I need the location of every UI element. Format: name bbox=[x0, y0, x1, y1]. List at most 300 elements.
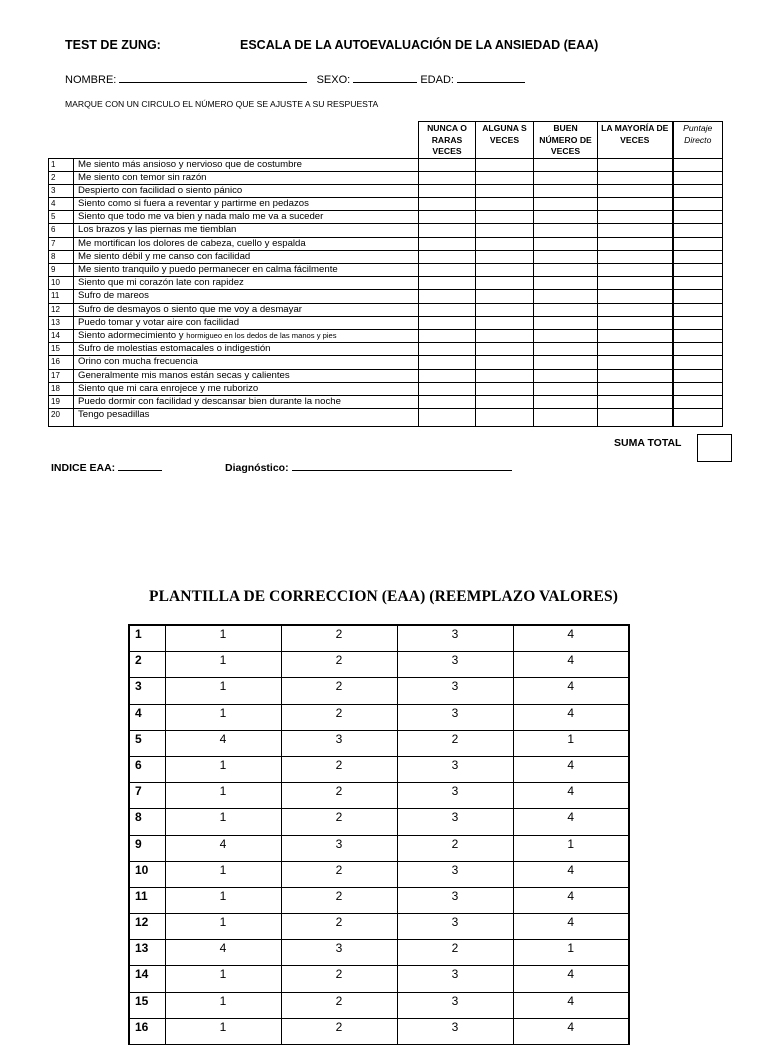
table-row bbox=[129, 966, 629, 992]
answer-cell[interactable] bbox=[419, 395, 476, 408]
item-text-cell bbox=[74, 382, 419, 395]
puntaje-cell[interactable] bbox=[673, 382, 723, 395]
item-number: 13 bbox=[129, 940, 165, 966]
table-row bbox=[49, 395, 723, 408]
puntaje-cell[interactable] bbox=[673, 395, 723, 408]
table-row bbox=[49, 198, 723, 211]
answer-cell[interactable] bbox=[476, 250, 534, 263]
item-text: Me mortifican los dolores de cabeza, cuello y espalda bbox=[78, 237, 306, 249]
answer-cell[interactable] bbox=[598, 290, 673, 303]
table-row bbox=[49, 356, 723, 369]
score-value: 2 bbox=[281, 809, 397, 835]
score-value: 3 bbox=[397, 678, 513, 704]
score-value: 3 bbox=[397, 992, 513, 1018]
answer-cell[interactable] bbox=[598, 409, 673, 427]
score-value: 2 bbox=[397, 940, 513, 966]
item-number: 17 bbox=[49, 369, 74, 382]
answer-cell[interactable] bbox=[419, 277, 476, 290]
answer-cell[interactable] bbox=[534, 369, 598, 382]
table-row bbox=[49, 224, 723, 237]
score-value: 3 bbox=[397, 887, 513, 913]
score-value: 4 bbox=[513, 914, 629, 940]
item-text-cell bbox=[74, 224, 419, 237]
table-row bbox=[49, 369, 723, 382]
score-value: 1 bbox=[165, 809, 281, 835]
puntaje-cell[interactable] bbox=[673, 264, 723, 277]
score-value: 1 bbox=[513, 835, 629, 861]
table-row bbox=[49, 184, 723, 197]
answer-cell[interactable] bbox=[534, 343, 598, 356]
score-value: 2 bbox=[281, 625, 397, 652]
item-text-cell bbox=[74, 290, 419, 303]
score-value: 3 bbox=[397, 625, 513, 652]
nombre-field[interactable] bbox=[119, 73, 307, 83]
item-number: 2 bbox=[129, 652, 165, 678]
table-row bbox=[129, 652, 629, 678]
score-value: 4 bbox=[513, 704, 629, 730]
answer-cell[interactable] bbox=[419, 356, 476, 369]
table-row bbox=[129, 992, 629, 1018]
score-value: 3 bbox=[397, 966, 513, 992]
score-value: 2 bbox=[281, 914, 397, 940]
score-value: 3 bbox=[281, 940, 397, 966]
score-value: 4 bbox=[513, 783, 629, 809]
answer-cell[interactable] bbox=[598, 316, 673, 329]
answer-cell[interactable] bbox=[534, 237, 598, 250]
answer-cell[interactable] bbox=[598, 277, 673, 290]
score-value: 2 bbox=[281, 652, 397, 678]
item-text: Siento adormecimiento y bbox=[78, 329, 187, 341]
item-number: 7 bbox=[129, 783, 165, 809]
item-text-cell bbox=[74, 264, 419, 277]
item-number: 10 bbox=[49, 277, 74, 290]
item-number: 12 bbox=[49, 303, 74, 316]
diagnostico-field[interactable] bbox=[292, 461, 512, 471]
answer-cell[interactable] bbox=[419, 198, 476, 211]
answer-cell[interactable] bbox=[419, 184, 476, 197]
answer-cell[interactable] bbox=[534, 184, 598, 197]
personal-fields bbox=[65, 73, 525, 86]
puntaje-cell[interactable] bbox=[673, 184, 723, 197]
item-number: 9 bbox=[129, 835, 165, 861]
item-number: 11 bbox=[129, 887, 165, 913]
plantilla-title: PLANTILLA DE CORRECCION (EAA) (REEMPLAZO VALORES) bbox=[149, 588, 618, 605]
answer-cell[interactable] bbox=[598, 184, 673, 197]
answer-cell[interactable] bbox=[476, 329, 534, 342]
indice-label: INDICE EAA: bbox=[51, 462, 116, 474]
score-value: 4 bbox=[513, 966, 629, 992]
score-value: 4 bbox=[513, 756, 629, 782]
item-text-cell bbox=[74, 343, 419, 356]
score-value: 1 bbox=[513, 730, 629, 756]
answer-cell[interactable] bbox=[598, 224, 673, 237]
score-value: 4 bbox=[513, 652, 629, 678]
answer-cell[interactable] bbox=[476, 356, 534, 369]
answer-cell[interactable] bbox=[476, 290, 534, 303]
table-row bbox=[129, 625, 629, 652]
answer-cell[interactable] bbox=[476, 277, 534, 290]
sexo-field[interactable] bbox=[353, 73, 417, 83]
item-number: 1 bbox=[49, 158, 74, 171]
score-value: 2 bbox=[281, 678, 397, 704]
score-value: 2 bbox=[281, 756, 397, 782]
column-header: BUEN NÚMERO DE VECES bbox=[534, 122, 598, 159]
score-value: 2 bbox=[281, 887, 397, 913]
item-number: 20 bbox=[49, 409, 74, 427]
item-number: 1 bbox=[129, 625, 165, 652]
table-row bbox=[49, 409, 723, 427]
answer-cell[interactable] bbox=[534, 290, 598, 303]
answer-cell[interactable] bbox=[534, 277, 598, 290]
answer-cell[interactable] bbox=[598, 356, 673, 369]
table-row bbox=[49, 329, 723, 342]
score-value: 4 bbox=[513, 678, 629, 704]
score-value: 2 bbox=[281, 783, 397, 809]
score-value: 4 bbox=[165, 730, 281, 756]
column-header: NUNCA O RARAS VECES bbox=[419, 122, 476, 159]
score-value: 3 bbox=[397, 783, 513, 809]
answer-cell[interactable] bbox=[598, 158, 673, 171]
item-text-cell bbox=[74, 158, 419, 171]
table-row bbox=[129, 887, 629, 913]
item-number: 5 bbox=[49, 211, 74, 224]
answer-cell[interactable] bbox=[534, 303, 598, 316]
item-text-cell bbox=[74, 277, 419, 290]
table-row bbox=[49, 303, 723, 316]
score-value: 3 bbox=[397, 704, 513, 730]
item-text-cell bbox=[74, 303, 419, 316]
item-text-cell bbox=[74, 211, 419, 224]
puntaje-cell[interactable] bbox=[673, 250, 723, 263]
score-value: 4 bbox=[513, 861, 629, 887]
answer-cell[interactable] bbox=[419, 316, 476, 329]
answer-cell[interactable] bbox=[534, 356, 598, 369]
item-number: 16 bbox=[49, 356, 74, 369]
item-text: Puedo dormir con facilidad y descansar bien durante la noche bbox=[78, 395, 341, 407]
table-row bbox=[49, 343, 723, 356]
edad-field[interactable] bbox=[457, 73, 525, 83]
score-value: 1 bbox=[165, 783, 281, 809]
score-value: 3 bbox=[397, 914, 513, 940]
column-header: Puntaje Directo bbox=[673, 122, 723, 159]
table-row bbox=[129, 678, 629, 704]
answer-cell[interactable] bbox=[534, 382, 598, 395]
item-text-cell bbox=[74, 329, 419, 342]
item-text: Orino con mucha frecuencia bbox=[78, 356, 198, 368]
answer-cell[interactable] bbox=[419, 211, 476, 224]
item-number: 16 bbox=[129, 1018, 165, 1044]
suma-total-label: SUMA TOTAL bbox=[614, 437, 682, 449]
score-value: 2 bbox=[281, 704, 397, 730]
score-value: 4 bbox=[165, 940, 281, 966]
score-value: 1 bbox=[165, 992, 281, 1018]
score-value: 1 bbox=[165, 1018, 281, 1044]
item-number: 4 bbox=[49, 198, 74, 211]
answer-cell[interactable] bbox=[534, 316, 598, 329]
correction-table bbox=[128, 624, 630, 1045]
sexo-label: SEXO: bbox=[316, 74, 351, 86]
table-row bbox=[49, 171, 723, 184]
item-number: 10 bbox=[129, 861, 165, 887]
table-row bbox=[49, 237, 723, 250]
score-value: 2 bbox=[281, 992, 397, 1018]
puntaje-cell[interactable] bbox=[673, 316, 723, 329]
answer-cell[interactable] bbox=[534, 158, 598, 171]
table-header-row bbox=[49, 122, 723, 159]
puntaje-cell[interactable] bbox=[673, 198, 723, 211]
puntaje-cell[interactable] bbox=[673, 158, 723, 171]
table-row bbox=[129, 730, 629, 756]
puntaje-cell[interactable] bbox=[673, 237, 723, 250]
answer-cell[interactable] bbox=[534, 395, 598, 408]
answer-cell[interactable] bbox=[476, 264, 534, 277]
item-number: 3 bbox=[49, 184, 74, 197]
item-number: 12 bbox=[129, 914, 165, 940]
item-number: 19 bbox=[49, 395, 74, 408]
score-value: 1 bbox=[165, 887, 281, 913]
answer-cell[interactable] bbox=[598, 250, 673, 263]
answer-cell[interactable] bbox=[419, 382, 476, 395]
item-text: Sufro de desmayos o siento que me voy a desmayar bbox=[78, 303, 302, 315]
answer-cell[interactable] bbox=[419, 329, 476, 342]
answer-cell[interactable] bbox=[476, 237, 534, 250]
answer-cell[interactable] bbox=[419, 237, 476, 250]
answer-cell[interactable] bbox=[598, 343, 673, 356]
item-text-small: hormigueo en los dedos de las manos y pies bbox=[186, 330, 337, 340]
answer-cell[interactable] bbox=[598, 382, 673, 395]
score-value: 3 bbox=[397, 756, 513, 782]
table-row bbox=[129, 809, 629, 835]
item-number: 7 bbox=[49, 237, 74, 250]
diagnostico bbox=[225, 461, 512, 474]
item-text: Tengo pesadillas bbox=[78, 409, 150, 421]
score-value: 4 bbox=[513, 887, 629, 913]
puntaje-cell[interactable] bbox=[673, 409, 723, 427]
answer-cell[interactable] bbox=[419, 250, 476, 263]
score-value: 2 bbox=[281, 1018, 397, 1044]
score-value: 1 bbox=[165, 652, 281, 678]
item-text: Siento que todo me va bien y nada malo me va a suceder bbox=[78, 211, 324, 223]
item-number: 8 bbox=[49, 250, 74, 263]
table-row bbox=[129, 1018, 629, 1044]
table-row bbox=[129, 704, 629, 730]
score-value: 1 bbox=[165, 625, 281, 652]
instructions: MARQUE CON UN CIRCULO EL NÚMERO QUE SE AJUSTE A SU RESPUESTA bbox=[65, 99, 379, 109]
item-text: Siento que mi corazón late con rapidez bbox=[78, 277, 244, 289]
item-text: Despierto con facilidad o siento pánico bbox=[78, 184, 243, 196]
score-value: 3 bbox=[397, 861, 513, 887]
item-number: 8 bbox=[129, 809, 165, 835]
item-text: Puedo tomar y votar aire con facilidad bbox=[78, 316, 240, 328]
answer-cell[interactable] bbox=[598, 198, 673, 211]
answer-cell[interactable] bbox=[476, 211, 534, 224]
answer-cell[interactable] bbox=[419, 158, 476, 171]
nombre-label: NOMBRE: bbox=[65, 74, 117, 86]
column-header: LA MAYORÍA DE VECES bbox=[598, 122, 673, 159]
item-text: Me siento tranquilo y puedo permanecer en calma fácilmente bbox=[78, 264, 338, 275]
answer-cell[interactable] bbox=[476, 198, 534, 211]
item-number: 5 bbox=[129, 730, 165, 756]
answer-cell[interactable] bbox=[476, 158, 534, 171]
puntaje-cell[interactable] bbox=[673, 343, 723, 356]
table-row bbox=[129, 756, 629, 782]
item-text-cell bbox=[74, 369, 419, 382]
table-row bbox=[129, 940, 629, 966]
table-row bbox=[49, 382, 723, 395]
item-text-cell bbox=[74, 316, 419, 329]
answer-cell[interactable] bbox=[598, 171, 673, 184]
item-text: Siento como si fuera a reventar y partirme en pedazos bbox=[78, 198, 309, 210]
item-text: Generalmente mis manos están secas y calientes bbox=[78, 369, 290, 381]
item-number: 14 bbox=[49, 329, 74, 342]
answer-cell[interactable] bbox=[419, 369, 476, 382]
answer-cell[interactable] bbox=[476, 184, 534, 197]
answer-cell[interactable] bbox=[598, 264, 673, 277]
answer-cell[interactable] bbox=[476, 369, 534, 382]
indice-field[interactable] bbox=[118, 461, 162, 471]
score-value: 3 bbox=[281, 730, 397, 756]
answer-cell[interactable] bbox=[598, 303, 673, 316]
diagnostico-label: Diagnóstico: bbox=[225, 462, 289, 474]
page-title: ESCALA DE LA AUTOEVALUACIÓN DE LA ANSIEDAD (EAA) bbox=[240, 38, 599, 52]
score-value: 2 bbox=[397, 835, 513, 861]
answer-cell[interactable] bbox=[476, 382, 534, 395]
item-number: 18 bbox=[49, 382, 74, 395]
answer-cell[interactable] bbox=[598, 395, 673, 408]
puntaje-cell[interactable] bbox=[673, 290, 723, 303]
answer-cell[interactable] bbox=[419, 264, 476, 277]
answer-cell[interactable] bbox=[419, 171, 476, 184]
table-row bbox=[49, 250, 723, 263]
answer-cell[interactable] bbox=[476, 224, 534, 237]
score-value: 3 bbox=[397, 809, 513, 835]
item-text-cell bbox=[74, 250, 419, 263]
item-text: Sufro de molestias estomacales o indigestión bbox=[78, 343, 271, 355]
item-text: Siento que mi cara enrojece y me ruborizo bbox=[78, 382, 259, 394]
item-text-cell bbox=[74, 356, 419, 369]
score-value: 1 bbox=[165, 756, 281, 782]
item-text-cell bbox=[74, 395, 419, 408]
item-number: 4 bbox=[129, 704, 165, 730]
answer-cell[interactable] bbox=[534, 264, 598, 277]
table-row bbox=[49, 211, 723, 224]
answer-cell[interactable] bbox=[598, 211, 673, 224]
puntaje-cell[interactable] bbox=[673, 224, 723, 237]
answer-cell[interactable] bbox=[598, 369, 673, 382]
item-text: Me siento con temor sin razón bbox=[78, 171, 207, 183]
answer-cell[interactable] bbox=[476, 409, 534, 427]
table-row bbox=[129, 914, 629, 940]
suma-total-box[interactable] bbox=[697, 434, 732, 462]
score-value: 3 bbox=[397, 1018, 513, 1044]
item-number: 15 bbox=[129, 992, 165, 1018]
questionnaire-table bbox=[48, 121, 723, 427]
table-row bbox=[49, 290, 723, 303]
puntaje-cell[interactable] bbox=[673, 369, 723, 382]
score-value: 4 bbox=[165, 835, 281, 861]
answer-cell[interactable] bbox=[476, 171, 534, 184]
puntaje-cell[interactable] bbox=[673, 303, 723, 316]
answer-cell[interactable] bbox=[419, 303, 476, 316]
score-value: 1 bbox=[165, 914, 281, 940]
score-value: 2 bbox=[281, 966, 397, 992]
table-row bbox=[49, 158, 723, 171]
score-value: 1 bbox=[165, 704, 281, 730]
item-text-cell bbox=[74, 171, 419, 184]
answer-cell[interactable] bbox=[476, 303, 534, 316]
answer-cell[interactable] bbox=[598, 237, 673, 250]
column-header: ALGUNA S VECES bbox=[476, 122, 534, 159]
answer-cell[interactable] bbox=[476, 316, 534, 329]
answer-cell[interactable] bbox=[419, 343, 476, 356]
answer-cell[interactable] bbox=[419, 409, 476, 427]
answer-cell[interactable] bbox=[534, 211, 598, 224]
answer-cell[interactable] bbox=[534, 250, 598, 263]
answer-cell[interactable] bbox=[534, 224, 598, 237]
score-value: 4 bbox=[513, 809, 629, 835]
answer-cell[interactable] bbox=[476, 395, 534, 408]
table-row bbox=[49, 264, 723, 277]
answer-cell[interactable] bbox=[534, 171, 598, 184]
score-value: 1 bbox=[513, 940, 629, 966]
test-label: TEST DE ZUNG: bbox=[65, 38, 161, 52]
item-text: Me siento más ansioso y nervioso que de costumbre bbox=[78, 158, 302, 170]
answer-cell[interactable] bbox=[534, 329, 598, 342]
answer-cell[interactable] bbox=[598, 329, 673, 342]
item-number: 9 bbox=[49, 264, 74, 277]
item-text-cell bbox=[74, 237, 419, 250]
item-number: 11 bbox=[49, 290, 74, 303]
score-value: 1 bbox=[165, 966, 281, 992]
answer-cell[interactable] bbox=[534, 409, 598, 427]
item-number: 15 bbox=[49, 343, 74, 356]
answer-cell[interactable] bbox=[534, 198, 598, 211]
score-value: 2 bbox=[397, 730, 513, 756]
answer-cell[interactable] bbox=[419, 224, 476, 237]
answer-cell[interactable] bbox=[476, 343, 534, 356]
answer-cell[interactable] bbox=[419, 290, 476, 303]
puntaje-cell[interactable] bbox=[673, 329, 723, 342]
edad-label: EDAD: bbox=[420, 74, 454, 86]
puntaje-cell[interactable] bbox=[673, 211, 723, 224]
item-number: 14 bbox=[129, 966, 165, 992]
item-number: 6 bbox=[129, 756, 165, 782]
item-text-cell bbox=[74, 184, 419, 197]
item-text: Me siento débil y me canso con facilidad bbox=[78, 250, 251, 262]
score-value: 4 bbox=[513, 1018, 629, 1044]
item-text-cell bbox=[74, 409, 419, 427]
item-number: 2 bbox=[49, 171, 74, 184]
score-value: 1 bbox=[165, 678, 281, 704]
score-value: 1 bbox=[165, 861, 281, 887]
puntaje-cell[interactable] bbox=[673, 171, 723, 184]
score-value: 3 bbox=[397, 652, 513, 678]
header-blank bbox=[49, 122, 419, 159]
score-value: 4 bbox=[513, 625, 629, 652]
item-text: Sufro de mareos bbox=[78, 290, 149, 302]
score-value: 2 bbox=[281, 861, 397, 887]
indice-eaa bbox=[51, 461, 162, 474]
score-value: 3 bbox=[281, 835, 397, 861]
puntaje-cell[interactable] bbox=[673, 356, 723, 369]
table-row bbox=[129, 783, 629, 809]
table-row bbox=[49, 277, 723, 290]
item-number: 13 bbox=[49, 316, 74, 329]
item-number: 6 bbox=[49, 224, 74, 237]
item-text: Los brazos y las piernas me tiemblan bbox=[78, 224, 237, 236]
puntaje-cell[interactable] bbox=[673, 277, 723, 290]
table-row bbox=[49, 316, 723, 329]
